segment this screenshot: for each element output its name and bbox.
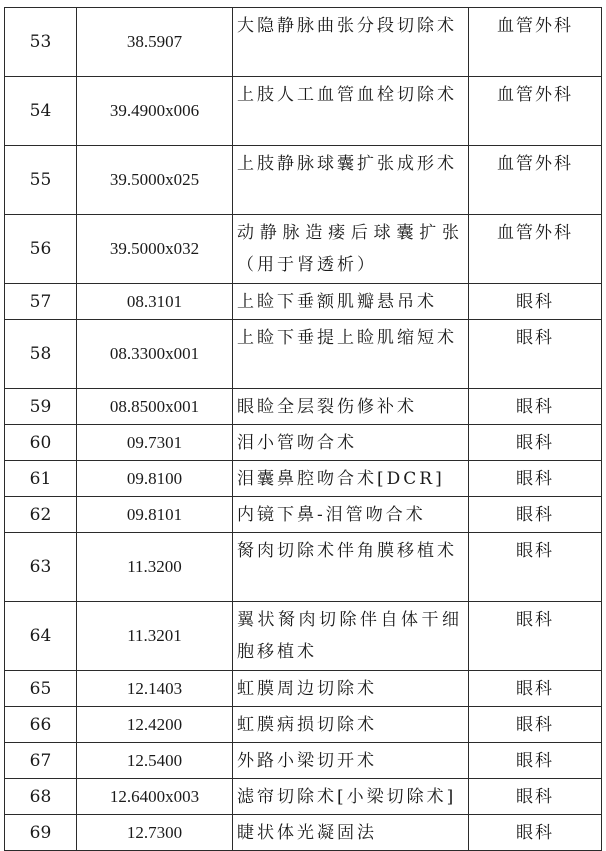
table-row [5,707,602,743]
procedure-name-cell: 泪囊鼻腔吻合术[DCR] [233,461,469,497]
procedure-table-body [5,8,602,851]
procedure-code-cell: 09.8100 [77,461,233,497]
row-number-cell: 57 [5,284,77,320]
department-cell: 眼科 [469,602,602,671]
department-cell: 眼科 [469,743,602,779]
table-row [5,743,602,779]
procedure-code-cell: 12.4200 [77,707,233,743]
table-row [5,671,602,707]
table-row [5,497,602,533]
table-row [5,146,602,215]
procedure-code-cell: 09.8101 [77,497,233,533]
procedure-name-cell: 动静脉造瘘后球囊扩张（用于肾透析） [233,215,469,284]
table-row [5,320,602,389]
procedure-code-cell: 12.1403 [77,671,233,707]
table-row [5,779,602,815]
procedure-code-cell: 12.5400 [77,743,233,779]
procedure-name-cell: 翼状胬肉切除伴自体干细胞移植术 [233,602,469,671]
department-cell: 眼科 [469,425,602,461]
department-cell: 血管外科 [469,8,602,77]
row-number-cell: 65 [5,671,77,707]
department-cell: 眼科 [469,815,602,851]
department-cell: 眼科 [469,671,602,707]
procedure-code-cell: 09.7301 [77,425,233,461]
procedure-name-cell: 胬肉切除术伴角膜移植术 [233,533,469,602]
procedure-code-cell: 39.5000x032 [77,215,233,284]
row-number-cell: 64 [5,602,77,671]
department-cell: 血管外科 [469,77,602,146]
department-cell: 眼科 [469,389,602,425]
table-row [5,602,602,671]
department-cell: 眼科 [469,497,602,533]
department-cell: 眼科 [469,284,602,320]
department-cell: 眼科 [469,533,602,602]
procedure-code-cell: 08.3101 [77,284,233,320]
row-number-cell: 62 [5,497,77,533]
procedure-code-cell: 11.3201 [77,602,233,671]
row-number-cell: 66 [5,707,77,743]
table-row [5,533,602,602]
procedure-name-cell: 泪小管吻合术 [233,425,469,461]
row-number-cell: 67 [5,743,77,779]
procedure-name-cell: 虹膜周边切除术 [233,671,469,707]
procedure-name-cell: 上睑下垂提上睑肌缩短术 [233,320,469,389]
procedure-name-cell: 内镜下鼻-泪管吻合术 [233,497,469,533]
row-number-cell: 53 [5,8,77,77]
department-cell: 眼科 [469,707,602,743]
procedure-name-cell: 虹膜病损切除术 [233,707,469,743]
procedure-name-cell: 上肢人工血管血栓切除术 [233,77,469,146]
department-cell: 血管外科 [469,215,602,284]
procedure-code-cell: 12.7300 [77,815,233,851]
procedure-code-cell: 11.3200 [77,533,233,602]
row-number-cell: 61 [5,461,77,497]
table-row [5,425,602,461]
row-number-cell: 68 [5,779,77,815]
row-number-cell: 54 [5,77,77,146]
procedure-name-cell: 外路小梁切开术 [233,743,469,779]
procedure-table [4,7,602,851]
department-cell: 血管外科 [469,146,602,215]
table-row [5,815,602,851]
procedure-name-cell: 上肢静脉球囊扩张成形术 [233,146,469,215]
department-cell: 眼科 [469,320,602,389]
procedure-name-cell: 大隐静脉曲张分段切除术 [233,8,469,77]
procedure-name-cell: 眼睑全层裂伤修补术 [233,389,469,425]
table-row [5,284,602,320]
table-row [5,215,602,284]
procedure-code-cell: 39.5000x025 [77,146,233,215]
row-number-cell: 69 [5,815,77,851]
department-cell: 眼科 [469,461,602,497]
procedure-code-cell: 12.6400x003 [77,779,233,815]
row-number-cell: 55 [5,146,77,215]
department-cell: 眼科 [469,779,602,815]
table-row [5,389,602,425]
procedure-code-cell: 08.8500x001 [77,389,233,425]
procedure-name-cell: 睫状体光凝固法 [233,815,469,851]
procedure-name-cell: 上睑下垂额肌瓣悬吊术 [233,284,469,320]
row-number-cell: 59 [5,389,77,425]
table-row [5,8,602,77]
row-number-cell: 60 [5,425,77,461]
procedure-name-cell: 滤帘切除术[小梁切除术] [233,779,469,815]
row-number-cell: 63 [5,533,77,602]
row-number-cell: 56 [5,215,77,284]
procedure-code-cell: 38.5907 [77,8,233,77]
procedure-code-cell: 08.3300x001 [77,320,233,389]
table-row [5,77,602,146]
row-number-cell: 58 [5,320,77,389]
table-row [5,461,602,497]
procedure-code-cell: 39.4900x006 [77,77,233,146]
